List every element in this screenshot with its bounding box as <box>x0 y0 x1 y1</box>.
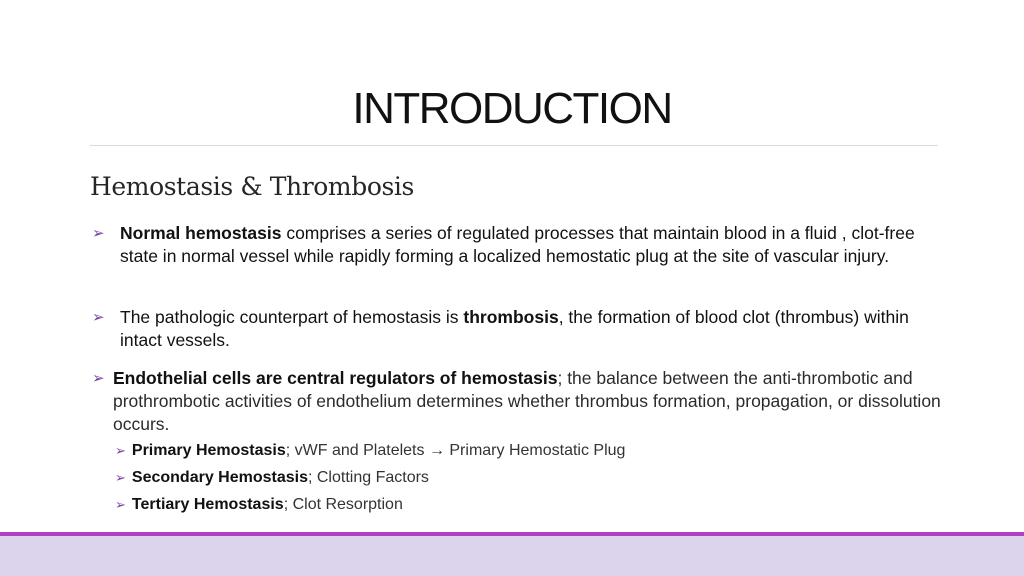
subbullet-bold: Tertiary Hemostasis <box>131 496 284 513</box>
bullet-arrow-icon: ➢ <box>92 225 105 242</box>
subbullet-rest: ; vWF and Platelets <box>285 442 429 459</box>
subbullet-tertiary-hemostasis <box>115 495 403 515</box>
bullet-endothelial-cells <box>92 367 952 436</box>
bottom-band <box>0 536 1024 576</box>
bullet-thrombosis <box>92 306 952 352</box>
bullet-pre: The pathologic counterpart of hemostasis is <box>120 307 464 327</box>
subbullet-rest: ; Clot Resorption <box>283 496 403 513</box>
subbullet-after: Primary Hemostatic Plug <box>444 442 626 459</box>
subbullet-arrow-icon: ➢ <box>115 443 126 458</box>
subbullet-bold: Primary Hemostasis <box>131 442 286 459</box>
subbullet-primary-hemostasis <box>115 441 625 461</box>
title-divider <box>90 145 938 146</box>
bullet-rest: ; the balance between the anti-thrombotic and prothrombotic activities of endothelium determines whether thrombus formation, propagation, or dissolution occurs. <box>113 368 941 434</box>
bullet-normal-hemostasis <box>92 222 952 268</box>
subbullet-rest: ; Clotting Factors <box>307 469 429 486</box>
subbullet-secondary-hemostasis <box>115 468 429 488</box>
bullet-rest: comprises a series of regulated processes that maintain blood in a fluid , clot-free state in normal vessel while rapidly forming a localized hemostatic plug at the site of vascular injury. <box>120 223 915 266</box>
bullet-text <box>92 306 952 352</box>
bullet-bold: Endothelial cells are central regulators of hemostasis <box>113 368 558 388</box>
bullet-text <box>92 367 952 436</box>
slide-title: INTRODUCTION <box>352 84 672 133</box>
slide-subtitle: Hemostasis & Thrombosis <box>90 172 414 201</box>
subbullet-arrow-icon: ➢ <box>115 497 126 512</box>
bullet-text <box>92 222 952 268</box>
bullet-bold: Normal hemostasis <box>120 223 282 243</box>
right-arrow-icon: → <box>428 442 445 459</box>
subbullet-arrow-icon: ➢ <box>115 470 126 485</box>
bullet-rest: , the formation of blood clot (thrombus) within intact vessels. <box>120 307 909 350</box>
subbullet-bold: Secondary Hemostasis <box>131 469 308 486</box>
bullet-arrow-icon: ➢ <box>92 370 105 387</box>
bullet-bold: thrombosis <box>463 307 559 327</box>
bullet-arrow-icon: ➢ <box>92 309 105 326</box>
